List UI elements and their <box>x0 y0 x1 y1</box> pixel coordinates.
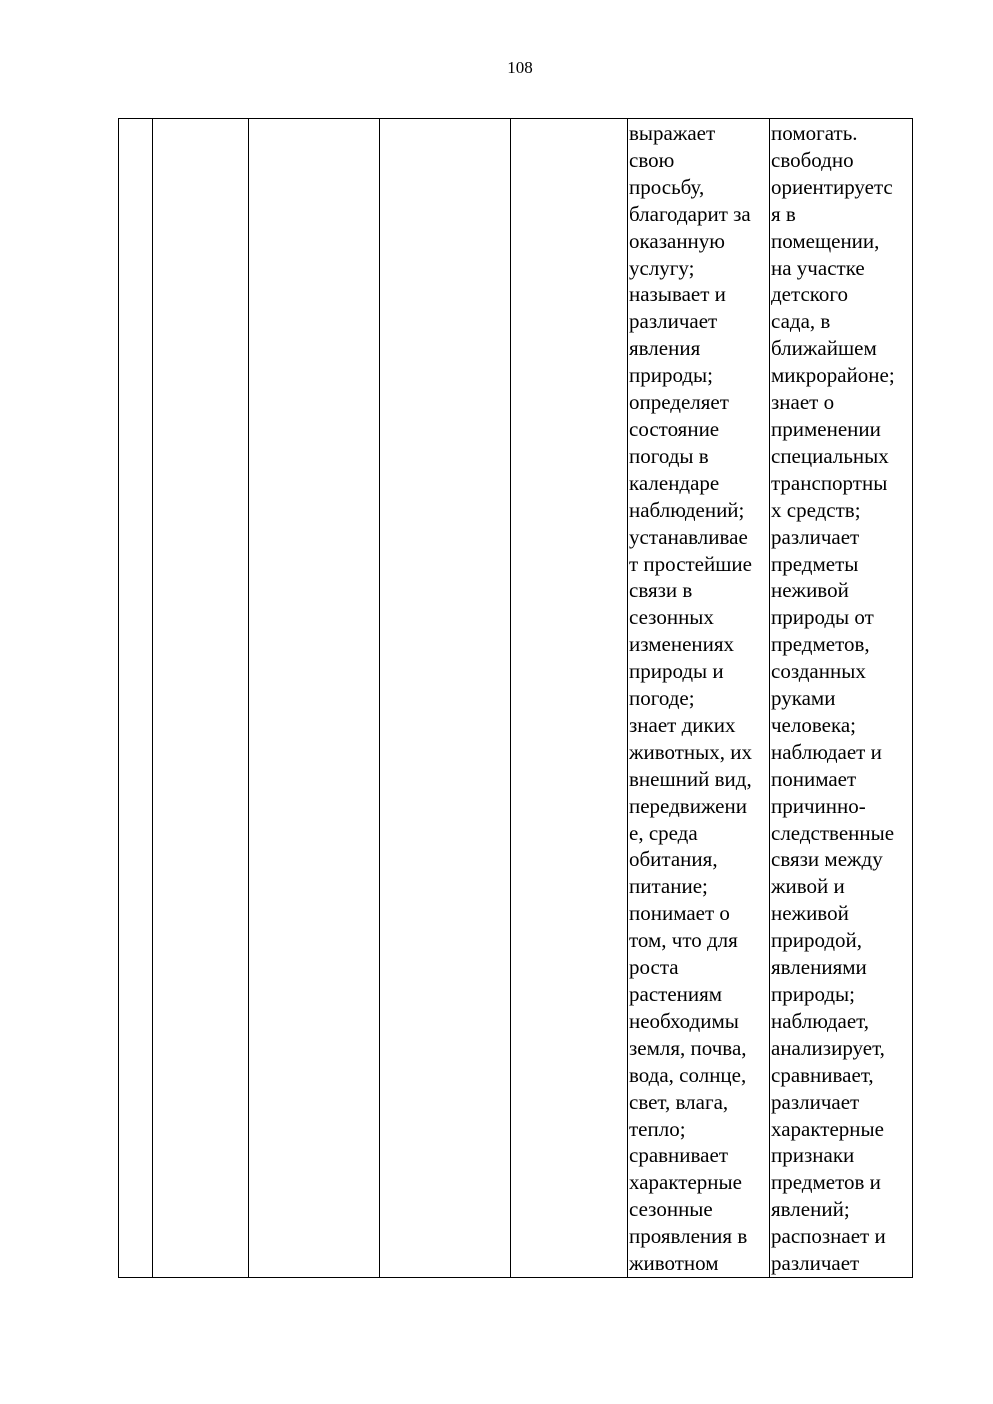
cell-text-right: помогать. свободно ориентируетс я в помещении, на участке детского сада, в ближайшем микрорайоне; знает о применении специальных транспортны х средств; различает предметы неживой природы от предметов, созданных руками человека; наблюдает и понимает причинно- следственные связи между живой и неживой природой, явлениями природы; наблюдает, анализирует, сравнивает, различает характерные признаки предметов и явлений; распознает и различает <box>771 121 895 1276</box>
table-cell-col-5 <box>511 119 628 1278</box>
table-cell-col-7 <box>770 119 913 1278</box>
table-cell-col-4 <box>380 119 511 1278</box>
table-cell-col-1 <box>119 119 153 1278</box>
table-cell-col-2 <box>153 119 249 1278</box>
content-table <box>118 118 913 1278</box>
page-number: 108 <box>507 58 533 77</box>
table-cell-col-6 <box>628 119 770 1278</box>
table-cell-col-3 <box>249 119 380 1278</box>
table-row <box>119 119 913 1278</box>
cell-text-left: выражает свою просьбу, благодарит за оказанную услугу; называет и различает явления природы; определяет состояние погоды в календаре наблюдений; устанавливае т простейшие связи в сезонных изменениях природы и погоде; знает диких животных, их внешний вид, передвижени е, среда обитания, питание; понимает о том, что для роста растениям необходимы земля, почва, вода, солнце, свет, влага, тепло; сравнивает характерные сезонные проявления в животном <box>629 121 753 1276</box>
